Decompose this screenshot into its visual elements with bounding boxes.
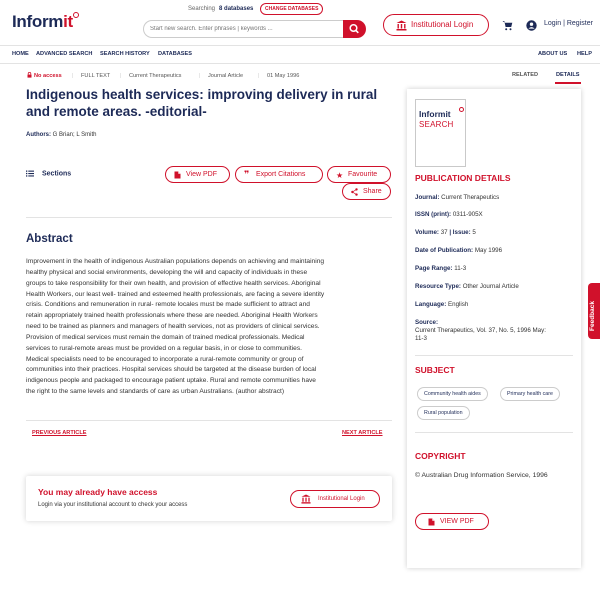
searching-label: Searching	[188, 6, 216, 12]
source-value: Current Therapeutics, Vol. 37, No. 5, 1996 May:	[415, 327, 546, 334]
language-value: English	[448, 301, 469, 308]
databases-count[interactable]: 8 databases	[219, 6, 254, 12]
source-value: 11-3	[415, 335, 427, 342]
cart-icon	[502, 20, 513, 31]
authors-label: Authors:	[26, 132, 51, 138]
abstract-line: crisis. Conditions and remuneration in rural- remote locales must be made sufficient to attract and	[26, 301, 310, 309]
access-heading: You may already have access	[38, 487, 158, 497]
panel-view-pdf-button[interactable]	[415, 513, 489, 530]
nav-home[interactable]: HOME	[12, 51, 29, 57]
nav-divider	[0, 63, 600, 64]
view-pdf-button[interactable]	[165, 166, 230, 183]
divider	[26, 217, 392, 218]
access-institutional-login-button[interactable]	[290, 490, 380, 508]
abstract-line: Improvement in the health of indigenous Australian populations depends on achieving and maintaining	[26, 258, 325, 265]
source-field	[415, 319, 575, 343]
sections-label: Sections	[42, 170, 72, 178]
informit-logo[interactable]	[12, 12, 79, 32]
abstract-line: need to be trained as planners and managers of health services, not as providers of clinical services.	[26, 323, 320, 331]
publication-details-heading: PUBLICATION DETAILS	[415, 173, 511, 183]
header-divider	[0, 45, 600, 46]
field-label: Source:	[415, 319, 439, 326]
pdf-icon	[174, 171, 181, 179]
share-icon	[351, 188, 358, 196]
volume-value: 37	[440, 229, 448, 236]
login-link[interactable]: Login	[544, 20, 562, 27]
cover-logo-dot	[459, 107, 464, 112]
field-label: Journal:	[415, 194, 440, 201]
tab-related[interactable]: RELATED	[512, 72, 538, 78]
issn-value: 0311-905X	[452, 211, 483, 218]
resource-type-value: Other Journal Article	[462, 283, 519, 290]
quote-icon: ❞	[244, 169, 250, 179]
abstract-heading: Abstract	[26, 233, 73, 245]
access-subtext: Login via your institutional account to check your access	[38, 502, 188, 508]
divider	[415, 355, 573, 356]
crumb-separator: |	[199, 73, 201, 79]
language-field	[415, 301, 468, 309]
authors-list[interactable]: G Brian; L Smith	[52, 132, 97, 138]
pdf-icon	[428, 518, 435, 526]
abstract-line: the right to the same levels and standards of care as urban Australians. (author abstract)	[26, 388, 285, 396]
nav-help[interactable]: HELP	[577, 51, 592, 57]
abstract-line: Provision of medical services must remain the domain of trained medical professionals. Medical	[26, 333, 305, 341]
journal-cover	[415, 99, 466, 167]
panel-view-pdf-label: VIEW PDF	[440, 518, 474, 525]
share-button[interactable]	[342, 183, 391, 200]
active-tab-indicator	[555, 82, 581, 84]
tab-details[interactable]: DETAILS	[556, 72, 580, 78]
export-citations-button[interactable]	[235, 166, 323, 183]
resource-type-field	[415, 283, 519, 291]
divider	[26, 420, 392, 421]
page-range-value: 11-3	[454, 265, 467, 272]
logo-dot	[73, 12, 79, 18]
subject-chip[interactable]: Primary health care	[500, 387, 560, 401]
search-icon	[343, 20, 366, 38]
logo-text-accent: it	[63, 12, 73, 31]
date-field	[415, 247, 502, 255]
access-card	[26, 476, 392, 521]
crumb-separator: |	[72, 73, 74, 79]
abstract-line: communities into their practices. Hospital services should be targeted at the disease burden of local	[26, 366, 317, 374]
previous-article-link[interactable]: PREVIOUS ARTICLE	[32, 430, 87, 436]
crumb-date: 01 May 1996	[267, 73, 300, 79]
lock-icon	[27, 72, 32, 78]
favourite-label: Favourite	[348, 171, 378, 178]
details-panel	[407, 89, 581, 568]
search-input[interactable]	[143, 20, 343, 38]
divider	[415, 432, 573, 433]
next-article-link[interactable]: NEXT ARTICLE	[342, 430, 383, 436]
abstract-line: retain appropriately trained health professionals where these are needed. Aboriginal Health Workers	[26, 312, 318, 320]
sections-toggle[interactable]	[26, 170, 71, 177]
favourite-button[interactable]	[327, 166, 391, 183]
cart-button[interactable]	[502, 18, 513, 36]
field-label: Date of Publication:	[415, 247, 474, 254]
crumb-full-text: FULL TEXT	[81, 73, 111, 79]
nav-advanced-search[interactable]: ADVANCED SEARCH	[36, 51, 93, 57]
nav-databases[interactable]: DATABASES	[158, 51, 192, 57]
institution-icon	[301, 494, 311, 504]
abstract-line: Medical specialists need to be encouraged to incorporate a rural-remote community or group of	[26, 355, 304, 363]
subject-chip[interactable]: Rural population	[417, 406, 470, 420]
subject-heading: SUBJECT	[415, 365, 455, 375]
crumb-type: Journal Article	[208, 73, 244, 79]
copyright-text: © Australian Drug Information Service, 1996	[415, 472, 548, 479]
abstract-line: healthy physical and social environments, developing the will and capacity of individuals in these	[26, 268, 308, 276]
change-databases-button[interactable]: CHANGE DATABASES	[260, 3, 323, 15]
journal-field	[415, 194, 499, 202]
abstract-line: Health Workers, our least well- trained and esteemed health professionals, are facing a severe identity	[26, 290, 325, 298]
field-label: Issue:	[452, 229, 471, 236]
subject-chip[interactable]: Community health aides	[417, 387, 488, 401]
account-button[interactable]	[526, 18, 537, 36]
volume-issue-field: Volume: 37 | Issue: 5	[415, 229, 476, 236]
field-label: ISSN (print):	[415, 211, 452, 218]
institution-icon	[396, 20, 407, 31]
authors	[26, 132, 96, 138]
user-icon	[526, 20, 537, 31]
view-pdf-label: View PDF	[186, 171, 217, 178]
issue-value: 5	[472, 229, 476, 236]
crumb-journal[interactable]: Current Therapeutics	[129, 73, 182, 79]
field-label: Resource Type:	[415, 283, 461, 290]
access-login-label: Institutional Login	[318, 496, 365, 502]
login-register-links: Login | Register	[544, 20, 593, 27]
export-citations-label: Export Citations	[256, 171, 306, 178]
field-label: Language:	[415, 301, 447, 308]
list-icon	[26, 170, 34, 177]
issn-field	[415, 211, 483, 219]
feedback-label: Feedback	[589, 301, 596, 331]
cover-subtitle: SEARCH	[419, 120, 454, 129]
cover-title: Informit	[419, 109, 451, 119]
copyright-heading: COPYRIGHT	[415, 451, 466, 461]
share-label: Share	[363, 188, 382, 195]
institutional-login-label: Institutional Login	[411, 20, 474, 29]
journal-value[interactable]: Current Therapeutics	[441, 194, 500, 201]
feedback-tab[interactable]	[588, 283, 600, 339]
date-value: May 1996	[474, 247, 503, 254]
page-range-field	[415, 265, 466, 273]
institutional-login-button[interactable]	[383, 14, 489, 36]
abstract-line: groups to take responsibility for their own health, and provision of effective health services. Aboriginal	[26, 279, 321, 287]
search-button[interactable]	[343, 20, 366, 38]
star-icon: ★	[336, 171, 344, 180]
register-link[interactable]: Register	[566, 20, 593, 27]
article-title: Indigenous health services: improving delivery in rural and remote areas. -editorial-	[26, 87, 378, 119]
nav-search-history[interactable]: SEARCH HISTORY	[100, 51, 150, 57]
abstract-text	[26, 257, 393, 398]
field-label: Page Range:	[415, 265, 453, 272]
crumb-separator: |	[120, 73, 122, 79]
abstract-line: indigenous people and packaged to encourage patient uptake. Rural and remote communities have	[26, 377, 316, 385]
access-status: No access	[34, 73, 62, 79]
logo-text: Inform	[12, 12, 64, 31]
nav-about-us[interactable]: ABOUT US	[538, 51, 568, 57]
field-label: Volume:	[415, 229, 439, 236]
abstract-line: services to rural-remote areas must be provided on a regular basis, in or close to communities.	[26, 344, 302, 352]
searching-status	[188, 6, 253, 12]
crumb-separator: |	[258, 73, 260, 79]
